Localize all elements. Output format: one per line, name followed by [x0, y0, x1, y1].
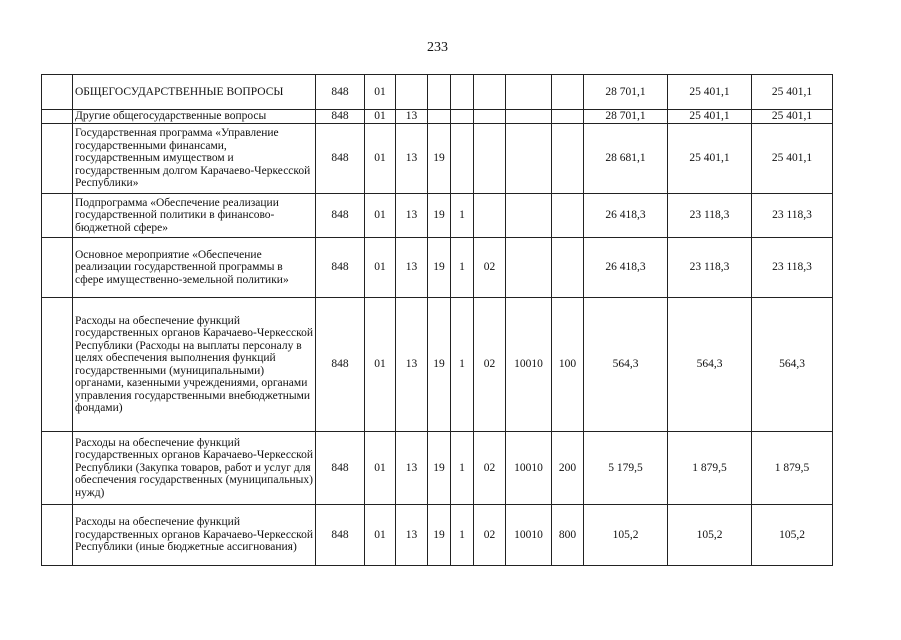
subprogram-code: 1 — [451, 432, 474, 505]
direction-code: 10010 — [506, 298, 552, 432]
ministry-code: 848 — [316, 75, 365, 110]
subprogram-code: 1 — [451, 238, 474, 298]
section-code: 01 — [365, 432, 396, 505]
section-code: 01 — [365, 124, 396, 194]
activity-code — [474, 194, 506, 238]
table-row — [42, 194, 833, 238]
blank-cell — [42, 75, 73, 110]
row-name: Подпрограмма «Обеспечение реализации государственной политики в финансово-бюджетной сфере» — [73, 194, 316, 238]
blank-cell — [42, 194, 73, 238]
blank-cell — [42, 505, 73, 566]
section-code: 01 — [365, 238, 396, 298]
page-number: 233 — [427, 40, 448, 55]
section-code: 01 — [365, 75, 396, 110]
subsection-code: 13 — [396, 238, 428, 298]
subsection-code — [396, 75, 428, 110]
amount-year-2: 1 879,5 — [668, 432, 752, 505]
expense-type-code — [552, 194, 584, 238]
table-row — [42, 110, 833, 124]
amount-year-3: 23 118,3 — [752, 238, 833, 298]
activity-code — [474, 110, 506, 124]
amount-year-2: 564,3 — [668, 298, 752, 432]
subsection-code: 13 — [396, 432, 428, 505]
section-code: 01 — [365, 110, 396, 124]
program-code: 19 — [428, 194, 451, 238]
table-row — [42, 124, 833, 194]
subprogram-code — [451, 124, 474, 194]
amount-year-1: 5 179,5 — [584, 432, 668, 505]
amount-year-3: 105,2 — [752, 505, 833, 566]
activity-code — [474, 124, 506, 194]
amount-year-3: 564,3 — [752, 298, 833, 432]
expense-type-code: 200 — [552, 432, 584, 505]
amount-year-3: 23 118,3 — [752, 194, 833, 238]
section-code: 01 — [365, 505, 396, 566]
ministry-code: 848 — [316, 124, 365, 194]
amount-year-1: 26 418,3 — [584, 238, 668, 298]
subprogram-code — [451, 110, 474, 124]
expense-type-code — [552, 238, 584, 298]
row-name: ОБЩЕГОСУДАРСТВЕННЫЕ ВОПРОСЫ — [73, 75, 316, 110]
table-row — [42, 432, 833, 505]
amount-year-3: 1 879,5 — [752, 432, 833, 505]
table-row — [42, 505, 833, 566]
row-name: Расходы на обеспечение функций государственных органов Карачаево-Черкесской Республики (иные бюджетные ассигнования) — [73, 505, 316, 566]
ministry-code: 848 — [316, 298, 365, 432]
amount-year-2: 25 401,1 — [668, 110, 752, 124]
table-row — [42, 298, 833, 432]
row-name: Расходы на обеспечение функций государственных органов Карачаево-Черкесской Республики (Расходы на выплаты персоналу в целях обеспечения выполнения функций государственными (муниципальными) органами, казенными учреждениями, органами управления государственными внебюджетными фондами) — [73, 298, 316, 432]
activity-code: 02 — [474, 238, 506, 298]
section-code: 01 — [365, 298, 396, 432]
blank-cell — [42, 432, 73, 505]
subsection-code: 13 — [396, 298, 428, 432]
expense-type-code: 800 — [552, 505, 584, 566]
direction-code — [506, 238, 552, 298]
ministry-code: 848 — [316, 194, 365, 238]
direction-code — [506, 110, 552, 124]
amount-year-3: 25 401,1 — [752, 75, 833, 110]
amount-year-1: 26 418,3 — [584, 194, 668, 238]
activity-code: 02 — [474, 432, 506, 505]
program-code: 19 — [428, 432, 451, 505]
blank-cell — [42, 110, 73, 124]
expense-type-code — [552, 124, 584, 194]
amount-year-1: 28 681,1 — [584, 124, 668, 194]
activity-code: 02 — [474, 298, 506, 432]
ministry-code: 848 — [316, 110, 365, 124]
program-code: 19 — [428, 298, 451, 432]
expense-type-code: 100 — [552, 298, 584, 432]
amount-year-1: 105,2 — [584, 505, 668, 566]
amount-year-2: 105,2 — [668, 505, 752, 566]
row-name: Расходы на обеспечение функций государственных органов Карачаево-Черкесской Республики (Закупка товаров, работ и услуг для обеспечения государственных (муниципальных) нужд) — [73, 432, 316, 505]
program-code — [428, 75, 451, 110]
ministry-code: 848 — [316, 505, 365, 566]
ministry-code: 848 — [316, 238, 365, 298]
section-code: 01 — [365, 194, 396, 238]
program-code: 19 — [428, 238, 451, 298]
amount-year-2: 23 118,3 — [668, 238, 752, 298]
blank-cell — [42, 298, 73, 432]
direction-code: 10010 — [506, 505, 552, 566]
program-code: 19 — [428, 505, 451, 566]
amount-year-1: 28 701,1 — [584, 110, 668, 124]
row-name: Основное мероприятие «Обеспечение реализации государственной программы в сфере имущественно-земельной политики» — [73, 238, 316, 298]
program-code: 19 — [428, 124, 451, 194]
row-name: Другие общегосударственные вопросы — [73, 110, 316, 124]
budget-table — [41, 74, 833, 566]
amount-year-3: 25 401,1 — [752, 124, 833, 194]
amount-year-1: 564,3 — [584, 298, 668, 432]
direction-code — [506, 124, 552, 194]
direction-code — [506, 75, 552, 110]
amount-year-1: 28 701,1 — [584, 75, 668, 110]
amount-year-3: 25 401,1 — [752, 110, 833, 124]
amount-year-2: 25 401,1 — [668, 124, 752, 194]
subprogram-code: 1 — [451, 505, 474, 566]
program-code — [428, 110, 451, 124]
activity-code — [474, 75, 506, 110]
table-row — [42, 238, 833, 298]
subsection-code: 13 — [396, 194, 428, 238]
subprogram-code — [451, 75, 474, 110]
amount-year-2: 25 401,1 — [668, 75, 752, 110]
amount-year-2: 23 118,3 — [668, 194, 752, 238]
activity-code: 02 — [474, 505, 506, 566]
direction-code — [506, 194, 552, 238]
blank-cell — [42, 238, 73, 298]
subsection-code: 13 — [396, 110, 428, 124]
row-name: Государственная программа «Управление государственными финансами, государственным имуществом и государственным долгом Карачаево-Черкесской Республики» — [73, 124, 316, 194]
table-row — [42, 75, 833, 110]
expense-type-code — [552, 110, 584, 124]
ministry-code: 848 — [316, 432, 365, 505]
expense-type-code — [552, 75, 584, 110]
direction-code: 10010 — [506, 432, 552, 505]
subsection-code: 13 — [396, 124, 428, 194]
blank-cell — [42, 124, 73, 194]
subsection-code: 13 — [396, 505, 428, 566]
subprogram-code: 1 — [451, 194, 474, 238]
subprogram-code: 1 — [451, 298, 474, 432]
